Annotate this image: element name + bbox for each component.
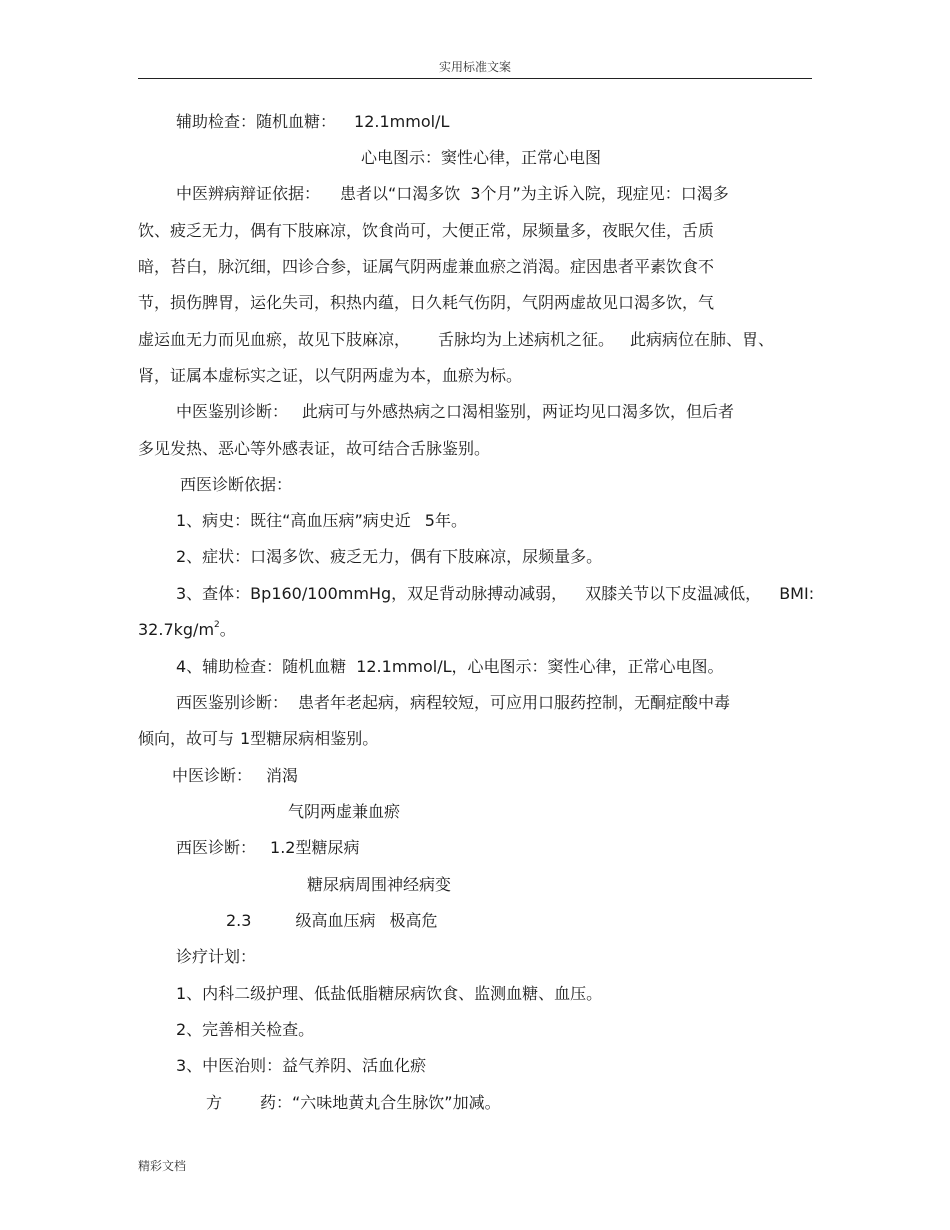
tcm-diagnosis-line [172, 766, 298, 786]
tcm-basis-line-1 [176, 184, 729, 204]
diagnosis-number: 2.3 [226, 911, 252, 930]
wm-basis-text: BMI: [779, 584, 815, 603]
wm-basis-text: 。 [219, 620, 236, 639]
page-header: 实用标准文案 [438, 60, 511, 74]
tcm-diagnosis-value: 消渴 [266, 766, 299, 785]
tcm-basis-text: 患者以“口渴多饮 [340, 184, 461, 203]
wm-diff-line-2 [138, 729, 378, 749]
wm-diff-line-1 [176, 693, 730, 713]
plan-item-2: 2、完善相关检查。 [176, 1020, 315, 1039]
plan-prescription [206, 1093, 501, 1113]
wm-diff-text: 1型糖尿病相鉴别。 [240, 729, 379, 748]
prescription-label: 方 [206, 1093, 223, 1112]
aux-exam-line [176, 112, 449, 132]
plan-label: 诊疗计划： [176, 947, 257, 966]
aux-exam-label: 辅助检查：随机血糖： [176, 112, 337, 131]
tcm-basis-label: 中医辨病辩证依据： [176, 184, 321, 203]
wm-basis-item-3 [176, 584, 814, 604]
wm-basis-text: 双足背动脉搏动减弱， [407, 584, 568, 603]
plan-item-3: 3、中医治则：益气养阴、活血化瘀 [176, 1056, 427, 1075]
plan-item-1: 1、内科二级护理、低盐低脂糖尿病饮食、监测血糖、血压。 [176, 984, 603, 1003]
wm-diff-text: 倾向，故可与 [138, 729, 235, 748]
tcm-diff-text: 此病可与外感热病之口渴相鉴别，两证均见口渴多饮，但后者 [302, 402, 735, 421]
wm-basis-item-4 [176, 657, 724, 677]
tcm-basis-text: 舌脉均为上述病机之征。 [438, 330, 615, 349]
page-footer: 精彩文档 [138, 1159, 187, 1173]
wm-basis-text: 4、辅助检查：随机血糖 [176, 657, 347, 676]
wm-basis-text: 12.1mmol/L，心电图示：窦性心律，正常心电图。 [356, 657, 724, 676]
tcm-syndrome: 气阴两虚兼血瘀 [288, 802, 401, 821]
tcm-diff-line-2: 多见发热、恶心等外感表证，故可结合舌脉鉴别。 [138, 439, 491, 458]
tcm-diff-label: 中医鉴别诊断： [176, 402, 289, 421]
tcm-basis-line-4: 节，损伤脾胃，运化失司，积热内蕴，日久耗气伤阴，气阴两虚故见口渴多饮，气 [138, 293, 715, 312]
wm-basis-text: 5年。 [424, 511, 467, 530]
header-rule [138, 78, 812, 79]
tcm-diff-line-1 [176, 402, 734, 422]
wm-diagnosis-label: 西医诊断： [176, 838, 257, 857]
tcm-diagnosis-label: 中医诊断： [172, 766, 253, 785]
tcm-basis-line-5 [138, 330, 774, 350]
superscript: 2 [214, 620, 220, 630]
wm-diagnosis-3 [226, 911, 437, 931]
wm-basis-item-1 [176, 511, 467, 531]
diagnosis-text: 极高危 [389, 911, 438, 930]
wm-diff-text: 患者年老起病，病程较短，可应用口服药控制，无酮症酸中毒 [298, 693, 731, 712]
prescription-text: 药：“六味地黄丸合生脉饮”加减。 [260, 1093, 501, 1112]
ecg-line: 心电图示：窦性心律，正常心电图 [361, 148, 602, 167]
wm-basis-label: 西医诊断依据： [180, 475, 293, 494]
wm-basis-item-3-cont [138, 620, 236, 640]
aux-exam-value: 12.1mmol/L [354, 112, 450, 131]
wm-basis-text: 双膝关节以下皮温减低， [585, 584, 762, 603]
wm-basis-text: 1、病史：既往“高血压病”病史近 [176, 511, 411, 530]
wm-diagnosis-line [176, 838, 359, 858]
bmi-value: 32.7kg/m [138, 620, 215, 639]
tcm-basis-line-3: 暗，苔白，脉沉细，四诊合参，证属气阴两虚兼血瘀之消渴。症因患者平素饮食不 [138, 257, 715, 276]
tcm-basis-line-2: 饮、疲乏无力，偶有下肢麻凉，饮食尚可，大便正常，尿频量多，夜眠欠佳，舌质 [138, 221, 715, 240]
tcm-basis-text: 3个月”为主诉入院，现症见：口渴多 [470, 184, 729, 203]
tcm-basis-line-6: 肾，证属本虚标实之证，以气阴两虚为本，血瘀为标。 [138, 366, 523, 385]
wm-diff-label: 西医鉴别诊断： [176, 693, 289, 712]
tcm-basis-text: 虚运血无力而见血瘀，故见下肢麻凉， [138, 330, 411, 349]
wm-basis-text: 3、查体：Bp160/100mmHg， [176, 584, 408, 603]
diagnosis-text: 级高血压病 [295, 911, 376, 930]
wm-diagnosis-2: 糖尿病周围神经病变 [307, 875, 452, 894]
tcm-basis-text: 此病病位在肺、胃、 [630, 330, 775, 349]
wm-basis-item-2: 2、症状：口渴多饮、疲乏无力，偶有下肢麻凉，尿频量多。 [176, 547, 603, 566]
wm-diagnosis-value: 1.2型糖尿病 [270, 838, 360, 857]
